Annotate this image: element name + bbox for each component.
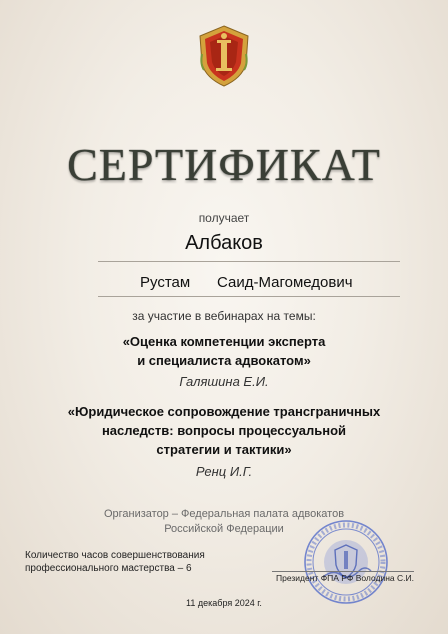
- training-hours: [25, 549, 235, 575]
- topic-line: стратегии и тактики»: [156, 442, 292, 457]
- webinar-author-1: Галяшина Е.И.: [179, 374, 269, 389]
- signature-line: [272, 571, 414, 572]
- webinars-intro: за участие в вебинарах на темы:: [132, 309, 316, 323]
- receives-label: получает: [198, 211, 250, 225]
- certificate-title: СЕРТИФИКАТ: [67, 139, 381, 190]
- webinar-author-2: Ренц И.Г.: [195, 464, 253, 479]
- recipient-patronymic: Саид-Магомедович: [217, 274, 353, 291]
- name-underline: [98, 296, 400, 297]
- topic-line: и специалиста адвокатом»: [137, 353, 311, 368]
- recipient-first-name: Рустам: [140, 274, 191, 291]
- organizer-line: Российской Федерации: [164, 523, 284, 535]
- hours-line: профессионального мастерства – 6: [25, 563, 192, 574]
- hours-line: Количество часов совершенствования: [25, 550, 205, 561]
- organizer-line: Организатор – Федеральная палата адвокатов: [103, 508, 345, 520]
- recipient-surname: Албаков: [185, 232, 263, 254]
- webinar-topic-1: [20, 332, 428, 370]
- topic-line: «Юридическое сопровождение трансграничных: [67, 404, 381, 419]
- bar-association-emblem-icon: [196, 24, 252, 88]
- surname-underline: [98, 261, 400, 262]
- topic-line: «Оценка компетенции эксперта: [122, 334, 326, 349]
- president-signature: Президент ФПА РФ Володина С.И.: [276, 573, 414, 583]
- topic-line: наследств: вопросы процессуальной: [101, 423, 347, 438]
- issue-date: 11 декабря 2024 г.: [186, 598, 262, 608]
- official-seal-icon: [303, 519, 389, 605]
- webinar-topic-2: [20, 402, 428, 459]
